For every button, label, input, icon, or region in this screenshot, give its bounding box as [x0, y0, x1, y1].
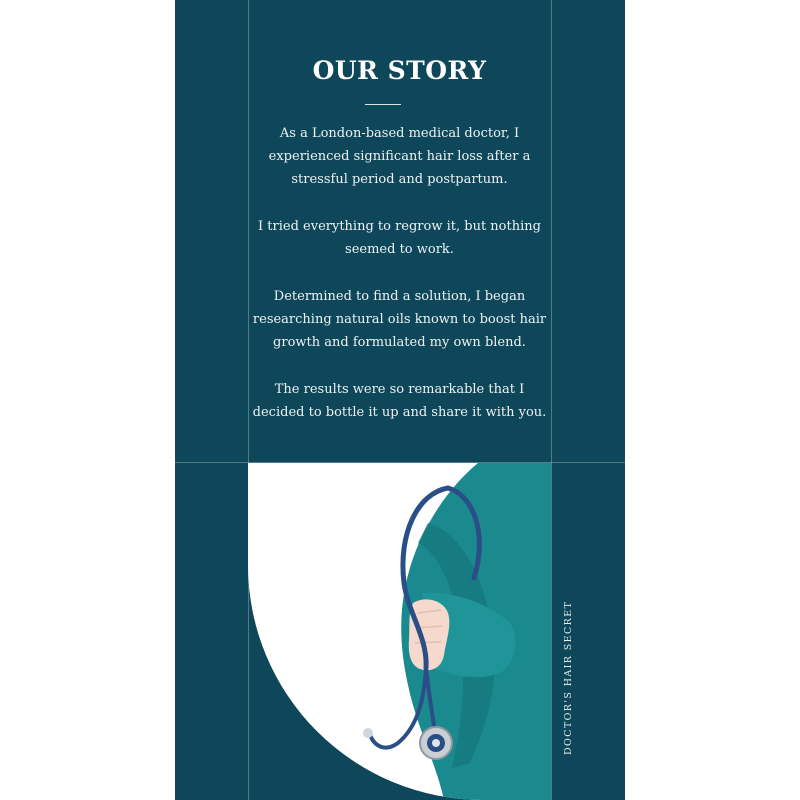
story-paragraph: As a London-based medical doctor, I experienced significant hair loss after a stressful period and postpartum. — [268, 126, 531, 187]
story-paragraph: The results were so remarkable that I decided to bottle it up and share it with you. — [252, 382, 547, 420]
frame-line-right — [551, 0, 552, 800]
story-paragraph: I tried everything to regrow it, but nothing seemed to work. — [258, 219, 541, 257]
story-card — [175, 0, 625, 800]
story-paragraph: Determined to find a solution, I began researching natural oils known to boost hair growth and formulated my own blend. — [252, 289, 547, 350]
doctor-stethoscope-illustration — [248, 463, 551, 800]
doctor-photo — [248, 463, 551, 800]
section-title: OUR STORY — [312, 56, 487, 85]
story-text — [248, 122, 551, 448]
brand-label: DOCTOR'S HAIR SECRET — [563, 600, 574, 755]
title-divider — [365, 104, 401, 105]
